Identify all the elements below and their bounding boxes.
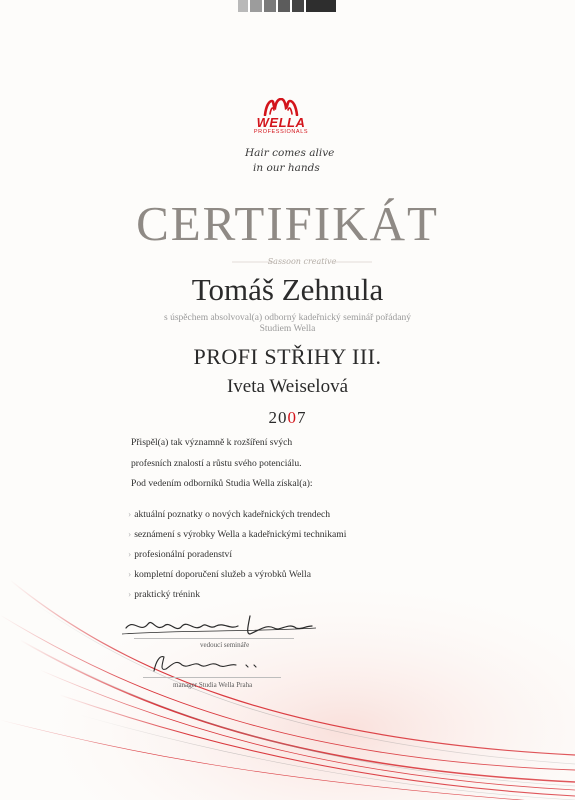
slogan-line-1: Hair comes alive	[245, 147, 335, 159]
bullet-icon: ›	[128, 509, 132, 520]
signature-line	[134, 638, 294, 639]
script-line-text: Sassoon creative	[267, 257, 337, 266]
signature-role: manager Studia Wella Praha	[173, 681, 253, 689]
manager-signature	[150, 651, 270, 677]
intro-text: s úspěchem absolvoval(a) odborný kadeřnický seminář pořádaný Studiem Wella	[164, 313, 411, 334]
decorative-swoosh	[0, 520, 575, 800]
lecturer-name: Iveta Weiselová	[226, 376, 349, 397]
certificate-title: CERTIFIKÁT	[136, 196, 439, 251]
signature-role: vedoucí semináře	[200, 641, 250, 649]
grey-scale-strip	[238, 0, 336, 12]
year-part-1: 20	[268, 408, 288, 427]
slogan-handwritten	[243, 142, 353, 176]
list-item-text: aktuální poznatky o nových kadeřnických trendech	[134, 509, 331, 520]
year-part-3: 7	[297, 408, 307, 427]
wella-logo	[246, 98, 316, 146]
paragraph-line: Přispěl(a) tak významně k rozšíření svých	[131, 437, 293, 448]
brand-sub: PROFESSIONALS	[253, 129, 309, 135]
recipient-name: Tomáš Zehnula	[191, 272, 384, 307]
seminar-name: PROFI STŘIHY III.	[193, 344, 382, 369]
paragraph-line: profesních znalostí a růstu svého potenciálu.	[131, 458, 302, 469]
year	[0, 407, 575, 429]
signature-line	[143, 677, 281, 678]
wave-hair-icon	[263, 98, 299, 116]
script-flourish	[232, 255, 372, 267]
brand-name: WELLA	[256, 115, 306, 130]
slogan-line-2: in our hands	[253, 162, 320, 174]
year-part-2: 0	[287, 408, 297, 427]
paragraph-line: Pod vedením odborníků Studia Wella získal(a):	[131, 478, 313, 489]
